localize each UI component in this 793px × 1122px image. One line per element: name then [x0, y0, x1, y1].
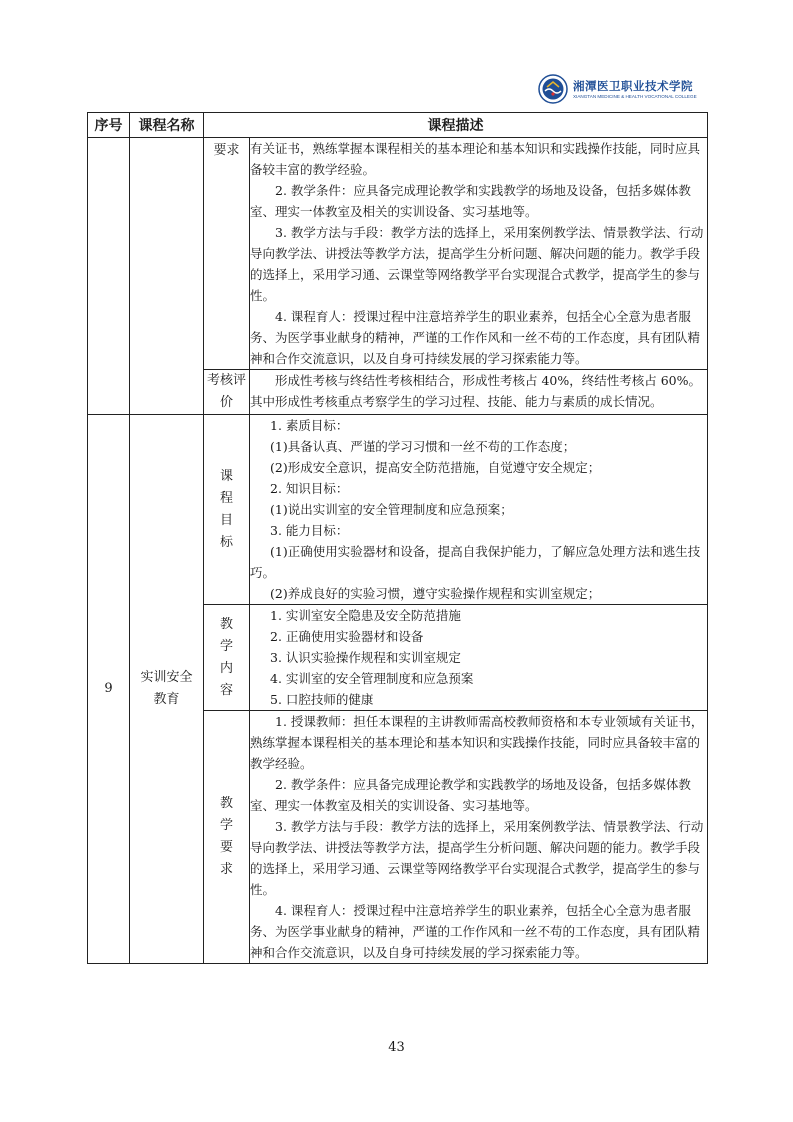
desc-line: 4. 课程育人：授课过程中注意培养学生的职业素养，包括全心全意为患者服务、为医学事业献身的精神，严谨的工作作风和一丝不苟的工作态度，具有团队精神和合作交流意识，以及自身可持续发展的学习探索能力等。	[250, 309, 701, 366]
desc-line: (1)具备认真、严谨的学习习惯和一丝不苟的工作态度；	[270, 439, 576, 454]
table-row	[88, 415, 708, 605]
college-emblem-icon	[538, 74, 568, 104]
desc-line: 2. 教学条件：应具备完成理论教学和实践教学的场地及设备，包括多媒体教室、理实一体教室及相关的实训设备、实习基地等。	[250, 777, 691, 813]
logo-chinese-name: 湘潭医卫职业技术学院	[573, 78, 693, 93]
logo-english-name: XIANGTAN MEDICINE & HEALTH VOCATIONAL COLLEGE	[573, 93, 697, 99]
desc-line: 3. 能力目标：	[270, 523, 349, 538]
desc-line: 3. 教学方法与手段：教学方法的选择上，采用案例教学法、情景教学法、行动导向教学法、讲授法等教学方法，提高学生分析问题、解决问题的能力。教学手段的选择上，采用学习通、云课堂等网络教学平台实现混合式教学，提高学生的参与性。	[250, 819, 704, 897]
desc-line: 有关证书，熟练掌握本课程相关的基本理论和基本知识和实践操作技能，同时应具备较丰富的教学经验。	[250, 141, 701, 177]
desc-line: 2. 教学条件：应具备完成理论教学和实践教学的场地及设备，包括多媒体教室、理实一体教室及相关的实训设备、实习基地等。	[250, 183, 691, 219]
college-logo	[538, 72, 706, 106]
course-number: 9	[88, 415, 130, 964]
desc-line: 1. 授课教师：担任本课程的主讲教师需高校教师资格和本专业领域有关证书，熟练掌握本课程相关的基本理论和基本知识和实践操作技能，同时应具备较丰富的教学经验。	[250, 714, 704, 771]
content-label: 教学内容	[204, 605, 250, 711]
desc-line: 1. 实训室安全隐患及安全防范措施	[270, 608, 461, 623]
cont-name-cell	[130, 138, 204, 415]
desc-line: (2)形成安全意识，提高安全防范措施，自觉遵守安全规定；	[270, 460, 601, 475]
content-desc	[250, 605, 708, 711]
desc-line: 3. 认识实验操作规程和实训室规定	[270, 650, 461, 665]
desc-line: 4. 实训室的安全管理制度和应急预案	[270, 671, 474, 686]
header-course-description: 课程描述	[204, 113, 708, 138]
req-label: 教学要求	[204, 711, 250, 964]
goals-label: 课程目标	[204, 415, 250, 605]
goals-desc	[250, 415, 708, 605]
cont-number-cell	[88, 138, 130, 415]
req-desc	[250, 711, 708, 964]
course-name: 实训安全教育	[130, 415, 204, 964]
desc-line: 2. 正确使用实验器材和设备	[270, 629, 424, 644]
table-row	[88, 138, 708, 370]
header-course-name: 课程名称	[130, 113, 204, 138]
desc-line: (2)养成良好的实验习惯，遵守实验操作规程和实训室规定；	[270, 586, 601, 601]
cont-req-desc	[250, 138, 708, 370]
table-header-row	[88, 113, 708, 138]
cont-assess-label: 考核评价	[204, 370, 250, 415]
course-table	[87, 112, 708, 964]
page-number: 43	[388, 1040, 405, 1055]
desc-line: 2. 知识目标：	[270, 481, 349, 496]
desc-line: 1. 素质目标：	[270, 418, 349, 433]
desc-line: (1)正确使用实验器材和设备，提高自我保护能力，了解应急处理方法和逃生技巧。	[250, 544, 701, 580]
desc-line: 5. 口腔技师的健康	[270, 692, 374, 707]
desc-line: (1)说出实训室的安全管理制度和应急预案；	[270, 502, 513, 517]
cont-req-label: 要求	[204, 138, 250, 370]
header-number: 序号	[88, 113, 130, 138]
desc-line: 3. 教学方法与手段：教学方法的选择上，采用案例教学法、情景教学法、行动导向教学法、讲授法等教学方法，提高学生分析问题、解决问题的能力。教学手段的选择上，采用学习通、云课堂等网络教学平台实现混合式教学，提高学生的参与性。	[250, 225, 704, 303]
desc-line: 4. 课程育人：授课过程中注意培养学生的职业素养，包括全心全意为患者服务、为医学事业献身的精神，严谨的工作作风和一丝不苟的工作态度，具有团队精神和合作交流意识，以及自身可持续发展的学习探索能力等。	[250, 903, 701, 960]
cont-assess-desc	[250, 370, 708, 415]
desc-line: 形成性考核与终结性考核相结合，形成性考核占 40%，终结性考核占 60%。其中形成性考核重点考察学生的学习过程、技能、能力与素质的成长情况。	[250, 373, 702, 409]
